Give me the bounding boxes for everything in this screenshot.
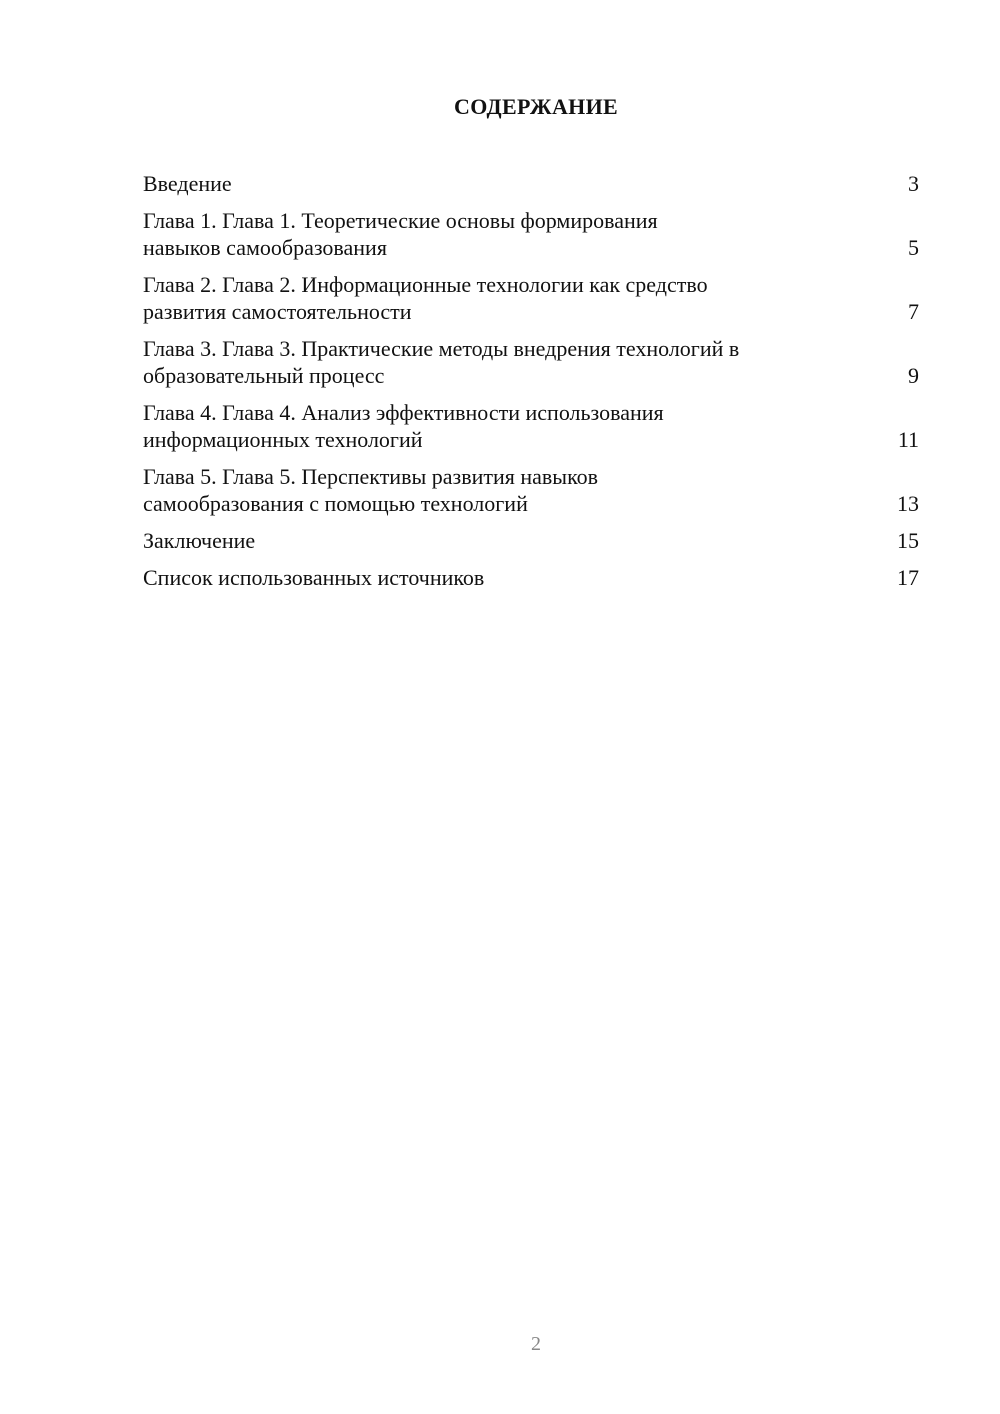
toc-entry-page: 13 — [897, 491, 919, 516]
toc-entry-title: Глава 5. Глава 5. Перспективы развития навыков самообразования с помощью технологий — [143, 464, 599, 516]
toc-heading: СОДЕРЖАНИЕ — [454, 94, 618, 119]
toc-entry-page: 3 — [908, 171, 919, 196]
toc-entry-references — [143, 564, 919, 591]
toc-entry-title: Глава 2. Глава 2. Информационные технологии как средство развития самостоятельности — [143, 272, 708, 324]
toc-entry-title: Список использованных источников — [143, 565, 485, 590]
toc-entry-page: 7 — [908, 299, 919, 324]
toc-entry-title: Введение — [143, 171, 232, 196]
table-of-contents — [143, 170, 919, 601]
toc-entry-page: 5 — [908, 235, 919, 260]
toc-entry-title: Глава 3. Глава 3. Практические методы внедрения технологий в образовательный процесс — [143, 336, 740, 388]
page-number: 2 — [531, 1333, 541, 1355]
toc-entry-page: 11 — [897, 427, 919, 452]
toc-entry-chapter-1 — [143, 207, 919, 261]
toc-entry-title: Глава 1. Глава 1. Теоретические основы формирования навыков самообразования — [143, 208, 658, 260]
toc-entry-page: 9 — [908, 363, 919, 388]
toc-entry-chapter-2 — [143, 271, 919, 325]
toc-entry-chapter-4 — [143, 399, 919, 453]
toc-entry-title: Заключение — [143, 528, 256, 553]
toc-entry-page: 15 — [897, 528, 919, 553]
toc-entry-conclusion — [143, 527, 919, 554]
toc-entry-introduction — [143, 170, 919, 197]
toc-entry-chapter-5 — [143, 463, 919, 517]
toc-entry-page: 17 — [897, 565, 919, 590]
toc-entry-chapter-3 — [143, 335, 919, 389]
toc-entry-title: Глава 4. Глава 4. Анализ эффективности использования информационных технологий — [143, 400, 664, 452]
